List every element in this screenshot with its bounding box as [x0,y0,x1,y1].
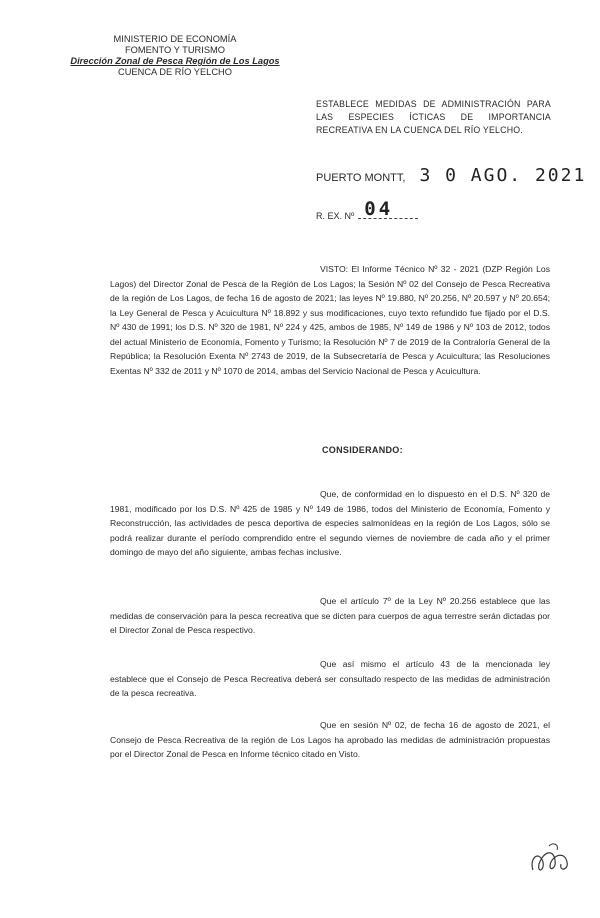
letterhead [55,34,295,78]
ministry-subname: FOMENTO Y TURISMO [124,45,226,55]
considerando-text-3: Que así mismo el artículo 43 de la mencionada ley establece que el Consejo de Pesca Recreativa deberá ser consultado respecto de las medidas de administración de la pesca recreativa. [110,659,550,698]
considerando-text-1: Que, de conformidad en lo dispuesto en el D.S. Nº 320 de 1981, modificado por los D.S. Nº 425 de 1985 y Nº 149 de 1986, todos del Ministerio de Economía, Fomento y Reconstrucción, las actividades de pesca deportiva de especies salmonídeas en la región de Los Lagos, sólo se podrá realizar durante el período comprendido entre el segundo viernes de noviembre de cada año y el primer domingo de mayo del año siguiente, ambas fechas inclusive. [110,489,550,557]
considerando-paragraph-1 [110,487,550,560]
visto-paragraph [110,262,550,378]
considerando-heading: CONSIDERANDO: [322,445,403,455]
resolution-number-field [358,198,418,220]
date-place: PUERTO MONTT, [316,172,406,184]
ministry-name: MINISTERIO DE ECONOMÍA [113,34,237,44]
considerando-text-4: Que en sesión Nº 02, de fecha 16 de agosto de 2021, el Consejo de Pesca Recreativa de la región de Los Lagos ha aprobado las medidas de administración propuestas por el Director Zonal de Pesca en Informe técnico citado en Visto. [110,720,550,759]
initials-signature [525,840,575,880]
basin-name: CUENCA DE RÍO YELCHO [117,67,232,77]
considerando-paragraph-4 [110,718,550,762]
resolution-number: 04 [364,198,394,220]
date-line [316,165,586,186]
considerando-paragraph-3 [110,657,550,701]
resolution-number-line [316,198,418,221]
considerando-paragraph-2 [110,594,550,638]
date-stamp: 3 0 AGO. 2021 [419,165,587,186]
visto-text: VISTO: El Informe Técnico Nº 32 - 2021 (DZP Región Los Lagos) del Director Zonal de Pesca de la Región de Los Lagos; la Sesión Nº 02 del Consejo de Pesca Recreativa de la región de Los Lagos, de fecha 16 de agosto de 2021; las leyes Nº 19.880, Nº 20.256, Nº 20.597 y Nº 20.654; la Ley General de Pesca y Acuicultura Nº 18.892 y sus modificaciones, cuyo texto refundido fue fijado por el D.S. Nº 430 de 1991; los D.S. Nº 320 de 1981, Nº 224 y 425, ambos de 1985, Nº 149 de 1986 y Nº 103 de 2012, todos del actual Ministerio de Economía, Fomento y Turismo; la Resolución Nº 7 de 2019 de la Contraloría General de la República; la Resolución Exenta Nº 2743 de 2019, de la Subsecretaría de Pesca y Acuicultura; las Resoluciones Exentas Nº 332 de 2011 y Nº 1070 de 2014, ambas del Servicio Nacional de Pesca y Acuicultura. [110,264,550,376]
directorate-name: Dirección Zonal de Pesca Región de Los Lagos [70,56,280,66]
resolution-subject: ESTABLECE MEDIDAS DE ADMINISTRACIÓN PARA LAS ESPECIES ÍCTICAS DE IMPORTANCIA RECREATIVA EN LA CUENCA DEL RÍO YELCHO. [316,99,551,135]
resolution-label: R. EX. Nº [316,211,355,221]
considerando-text-2: Que el artículo 7º de la Ley Nº 20.256 establece que las medidas de conservación para la pesca recreativa que se dicten para cuerpos de agua terrestre serán dictadas por el Director Zonal de Pesca respectivo. [110,596,550,635]
